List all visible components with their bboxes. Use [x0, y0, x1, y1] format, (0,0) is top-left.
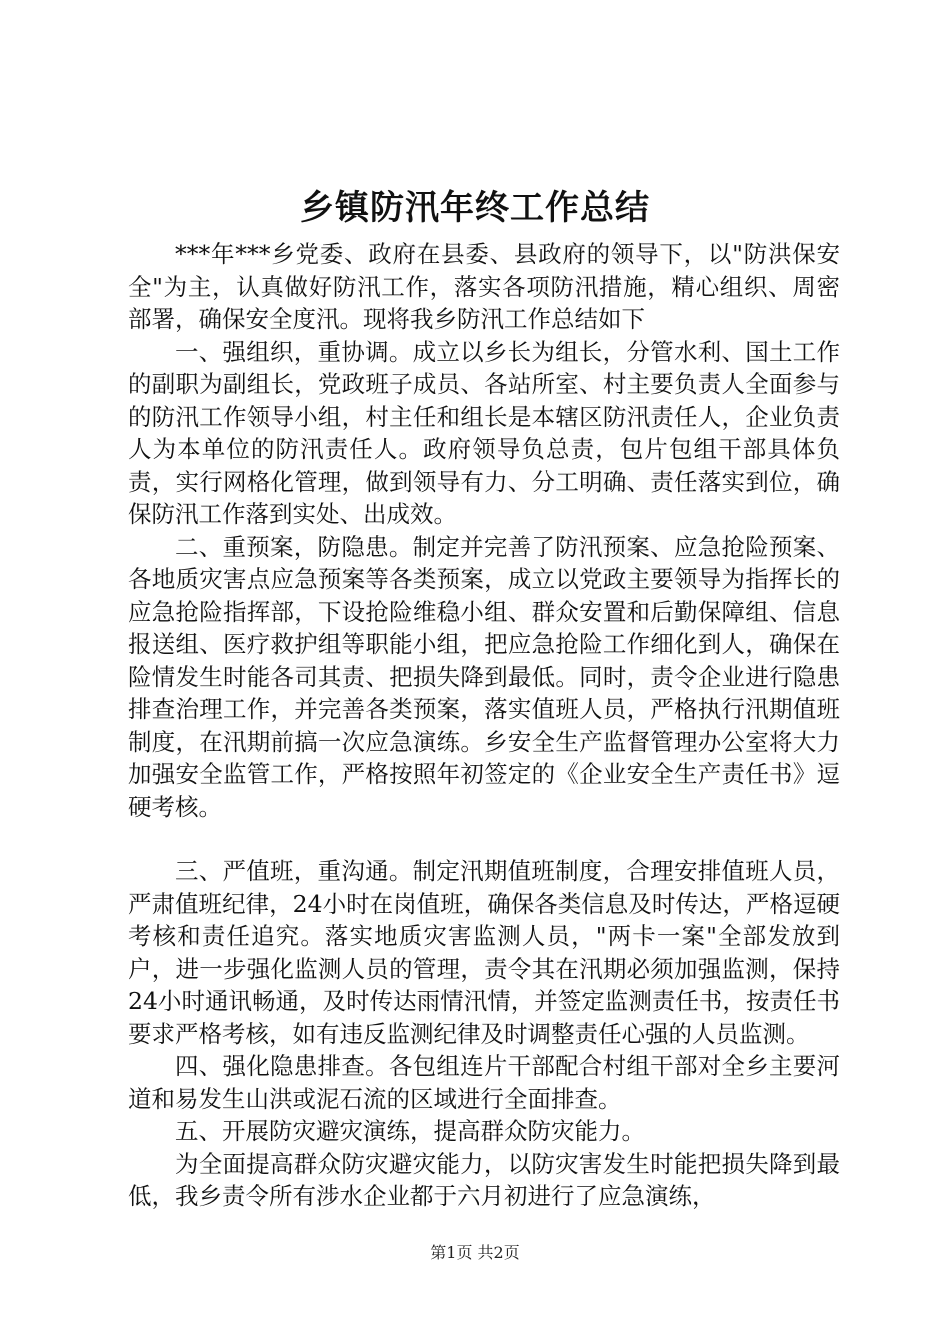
paragraph-section-4: 四、强化隐患排查。各包组连片干部配合村组干部对全乡主要河道和易发生山洪或泥石流的区域进行全面排查。 [128, 1052, 840, 1113]
page-footer [0, 1242, 950, 1264]
document-body [128, 238, 840, 1213]
paragraph-section-1: 一、强组织，重协调。成立以乡长为组长，分管水利、国土工作的副职为副组长，党政班子成员、各站所室、村主要负责人全面参与的防汛工作领导小组，村主任和组长是本辖区防汛责任人，企业负责人为本单位的防汛责任人。政府领导负总责，包片包组干部具体负责，实行网格化管理，做到领导有力、分工明确、责任落实到位，确保防汛工作落到实处、出成效。 [128, 337, 840, 528]
paragraph-section-5-body: 为全面提高群众防灾避灾能力，以防灾害发生时能把损失降到最低，我乡责令所有涉水企业都于六月初进行了应急演练， [128, 1149, 840, 1210]
page-title: 乡镇防汛年终工作总结 [300, 188, 650, 228]
paragraph-section-5-heading: 五、开展防灾避灾演练，提高群众防灾能力。 [175, 1117, 645, 1145]
paragraph-intro: ***年***乡党委、政府在县委、县政府的领导下，以"防洪保安全"为主，认真做好防汛工作，落实各项防汛措施，精心组织、周密部署，确保安全度汛。现将我乡防汛工作总结如下 [128, 240, 840, 333]
paragraph-section-3: 三、严值班，重沟通。制定汛期值班制度，合理安排值班人员，严肃值班纪律，24小时在岗值班，确保各类信息及时传达，严格逗硬考核和责任追究。落实地质灾害监测人员，"两卡一案"全部发放到户，进一步强化监测人员的管理，责令其在汛期必须加强监测，保持24小时通讯畅通，及时传达雨情汛情，并签定监测责任书，按责任书要求严格考核，如有违反监测纪律及时调整责任心强的人员监测。 [128, 857, 840, 1048]
page-indicator: 第1页 共2页 [430, 1243, 520, 1262]
paragraph-section-2: 二、重预案，防隐患。制定并完善了防汛预案、应急抢险预案、各地质灾害点应急预案等各类预案，成立以党政主要领导为指挥长的应急抢险指挥部，下设抢险维稳小组、群众安置和后勤保障组、信息报送组、医疗救护组等职能小组，把应急抢险工作细化到人，确保在险情发生时能各司其责、把损失降到最低。同时，责令企业进行隐患排查治理工作，并完善各类预案，落实值班人员，严格执行汛期值班制度，在汛期前搞一次应急演练。乡安全生产监督管理办公室将大力加强安全监管工作，严格按照年初签定的《企业安全生产责任书》逗硬考核。 [128, 532, 840, 821]
